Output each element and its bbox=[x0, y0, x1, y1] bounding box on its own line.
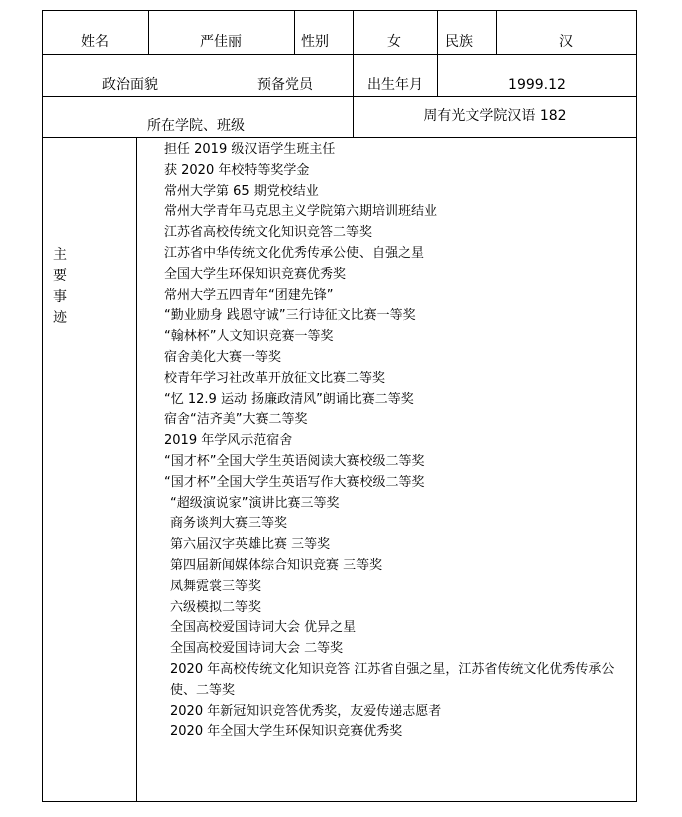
gender-label: 性别 bbox=[301, 34, 329, 50]
list-item: 担任 2019 级汉语学生班主任 bbox=[164, 142, 336, 157]
list-item: 宿舍“洁齐美”大赛二等奖 bbox=[164, 412, 308, 428]
column-divider bbox=[294, 10, 295, 54]
ethnicity-label: 民族 bbox=[445, 34, 473, 50]
name-value: 严佳丽 bbox=[200, 34, 242, 50]
main-deeds-label-char: 要 bbox=[53, 268, 67, 284]
name-label: 姓名 bbox=[81, 34, 109, 50]
column-divider bbox=[437, 10, 438, 54]
list-item: 2020 年全国大学生环保知识竞赛优秀奖 bbox=[170, 724, 403, 740]
list-item: “忆 12.9 运动 扬廉政清风”朗诵比赛二等奖 bbox=[164, 391, 414, 407]
main-deeds-label-char: 主 bbox=[53, 247, 67, 263]
list-item: 2020 年高校传统文化知识竞答 江苏省自强之星，江苏省传统文化优秀传承公使、二等奖 bbox=[170, 661, 615, 698]
list-item: 商务谈判大赛三等奖 bbox=[170, 516, 288, 532]
column-divider bbox=[496, 10, 497, 54]
list-item: “超级演说家”演讲比赛三等奖 bbox=[170, 495, 340, 511]
list-item: 常州大学五四青年“团建先锋” bbox=[164, 287, 334, 303]
list-item: 凤舞霓裳三等奖 bbox=[170, 578, 262, 594]
column-divider bbox=[437, 54, 438, 96]
birth-date-value: 1999.12 bbox=[508, 77, 566, 93]
list-item: 全国高校爱国诗词大会 优异之星 bbox=[170, 620, 357, 636]
birth-date-label: 出生年月 bbox=[367, 77, 423, 93]
list-item: “国才杯”全国大学生英语写作大赛校级二等奖 bbox=[164, 474, 425, 490]
list-item: 校青年学习社改革开放征文比赛二等奖 bbox=[164, 370, 386, 386]
political-status-label: 政治面貌 bbox=[102, 77, 158, 93]
list-item: 全国大学生环保知识竞赛优秀奖 bbox=[164, 266, 347, 282]
row-divider bbox=[42, 54, 637, 55]
row-divider bbox=[42, 96, 637, 97]
list-item: 第六届汉字英雄比赛 三等奖 bbox=[170, 537, 331, 553]
political-status-value: 预备党员 bbox=[257, 77, 313, 93]
column-divider bbox=[353, 10, 354, 54]
college-class-value: 周有光文学院汉语 182 bbox=[423, 108, 567, 124]
column-divider bbox=[136, 137, 137, 802]
gender-value: 女 bbox=[387, 34, 401, 50]
row-divider bbox=[42, 137, 637, 138]
list-item: 2019 年学风示范宿舍 bbox=[164, 433, 293, 449]
list-item: 六级模拟二等奖 bbox=[170, 599, 262, 615]
main-deeds-label-char: 事 bbox=[53, 289, 67, 305]
list-item: 宿舍美化大赛一等奖 bbox=[164, 349, 282, 365]
ethnicity-value: 汉 bbox=[559, 34, 573, 50]
list-item: “国才杯”全国大学生英语阅读大赛校级二等奖 bbox=[164, 453, 425, 469]
list-item: 获 2020 年校特等奖学金 bbox=[164, 162, 310, 178]
column-divider bbox=[353, 54, 354, 137]
college-class-label: 所在学院、班级 bbox=[147, 118, 245, 134]
list-item: “勤业励身 践恩守诚”三行诗征文比赛一等奖 bbox=[164, 308, 416, 324]
main-deeds-label bbox=[52, 245, 68, 329]
list-item: “翰林杯”人文知识竞赛一等奖 bbox=[164, 329, 334, 345]
main-deeds-list bbox=[158, 140, 634, 743]
list-item: 全国高校爱国诗词大会 二等奖 bbox=[170, 641, 344, 657]
list-item: 2020 年新冠知识竞答优秀奖，友爱传递志愿者 bbox=[170, 703, 442, 719]
list-item: 江苏省高校传统文化知识竞答二等奖 bbox=[164, 225, 373, 241]
list-item: 常州大学第 65 期党校结业 bbox=[164, 183, 319, 199]
list-item: 第四届新闻媒体综合知识竞赛 三等奖 bbox=[170, 557, 383, 573]
list-item: 常州大学青年马克思主义学院第六期培训班结业 bbox=[164, 204, 438, 220]
list-item: 江苏省中华传统文化优秀传承公使、自强之星 bbox=[164, 245, 425, 261]
main-deeds-label-char: 迹 bbox=[53, 310, 67, 326]
column-divider bbox=[148, 10, 149, 54]
